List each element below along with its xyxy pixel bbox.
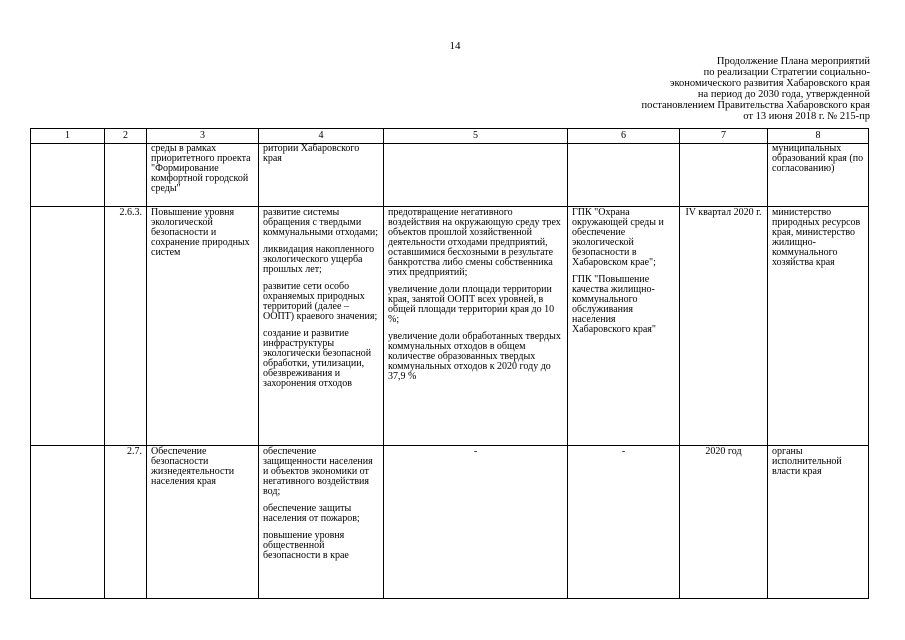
- column-number: 6: [568, 129, 680, 144]
- results-cell: [384, 207, 568, 446]
- result-item: увеличение доли площади территории края, занятой ООПТ всех уровней, в общей площади территории края до 10 %;: [388, 284, 555, 325]
- table-cell: [680, 144, 768, 207]
- executors-cell: органы исполнительной власти края: [768, 446, 869, 599]
- header-note-line: от 13 июня 2018 г. № 215-пр: [743, 111, 870, 122]
- program-item: ГПК "Охрана окружающей среды и обеспечение экологической безопасности в Хабаровском крае";: [572, 207, 664, 268]
- table-cell: [31, 144, 105, 207]
- header-note-line: постановлением Правительства Хабаровского края: [641, 100, 870, 111]
- header-note: [550, 56, 870, 122]
- task-item: повышение уровня общественной безопасности в крае: [263, 530, 349, 561]
- column-number: 4: [259, 129, 384, 144]
- column-number-row: [31, 129, 869, 144]
- row-number: 2.6.3.: [105, 207, 147, 446]
- task-item: обеспечение защиты населения от пожаров;: [263, 503, 360, 524]
- tasks-cell: [259, 207, 384, 446]
- task-item: развитие системы обращения с твердыми коммунальными отходами;: [263, 207, 379, 238]
- continued-executor-cell: муниципальных образований края (по согласованию): [768, 144, 869, 207]
- column-number: 3: [147, 129, 259, 144]
- programs-cell: -: [568, 446, 680, 599]
- header-note-line: по реализации Стратегии социально-: [703, 67, 870, 78]
- header-note-line: экономического развития Хабаровского края: [669, 78, 870, 89]
- column-number: 8: [768, 129, 869, 144]
- continued-name-cell: среды в рамках приоритетного проекта "Формирование комфортной городской среды": [147, 144, 259, 207]
- deadline-cell: IV квартал 2020 г.: [680, 207, 768, 446]
- table-cell: [384, 144, 568, 207]
- continued-task-cell: ритории Хабаровского края: [259, 144, 384, 207]
- table-row-2-6-3: [31, 207, 869, 446]
- column-number: 5: [384, 129, 568, 144]
- table-cell: [568, 144, 680, 207]
- tasks-cell: [259, 446, 384, 599]
- column-number: 1: [31, 129, 105, 144]
- row-number: 2.7.: [105, 446, 147, 599]
- header-note-line: Продолжение Плана мероприятий: [716, 56, 870, 67]
- deadline-cell: 2020 год: [680, 446, 768, 599]
- column-number: 7: [680, 129, 768, 144]
- executors-cell: министерство природных ресурсов края, министерство жилищно-коммунального хозяйства края: [768, 207, 869, 446]
- program-item: ГПК "Повышение качества жилищно-коммунального обслуживания населения Хабаровского края": [572, 274, 656, 335]
- results-cell: -: [384, 446, 568, 599]
- result-item: предотвращение негативного воздействия на окружающую среду трех объектов прошлой хозяйственной деятельности отходами предприятий, оставшимися бесхозными в результате банкротства либо смены собственника этих предприятий;: [388, 207, 561, 278]
- table-row-2-7: [31, 446, 869, 599]
- table-cell: [31, 207, 105, 446]
- table-cell: [31, 446, 105, 599]
- task-item: развитие сети особо охраняемых природных территорий (далее – ООПТ) краевого значения;: [263, 281, 378, 322]
- column-number: 2: [105, 129, 147, 144]
- task-item: создание и развитие инфраструктуры экологически безопасной обработки, утилизации, обезвреживания и захоронения отходов: [263, 328, 372, 389]
- measure-name: Обеспечение безопасности жизнедеятельности населения края: [147, 446, 259, 599]
- plan-table: [30, 128, 869, 599]
- page-number: 14: [449, 40, 461, 52]
- result-item: увеличение доли обработанных твердых коммунальных отходов в общем количестве образованных твердых коммунальных отходов к 2020 году до 37,9 %: [388, 331, 561, 382]
- task-item: ликвидация накопленного экологического ущерба прошлых лет;: [263, 244, 375, 275]
- header-note-line: на период до 2030 года, утвержденной: [697, 89, 870, 100]
- task-item: обеспечение защищенности населения и объектов экономики от негативного воздействия вод;: [263, 446, 373, 497]
- table-row-continuation: [31, 144, 869, 207]
- programs-cell: [568, 207, 680, 446]
- measure-name: Повышение уровня экологической безопасности и сохранение природных систем: [147, 207, 259, 446]
- table-cell: [105, 144, 147, 207]
